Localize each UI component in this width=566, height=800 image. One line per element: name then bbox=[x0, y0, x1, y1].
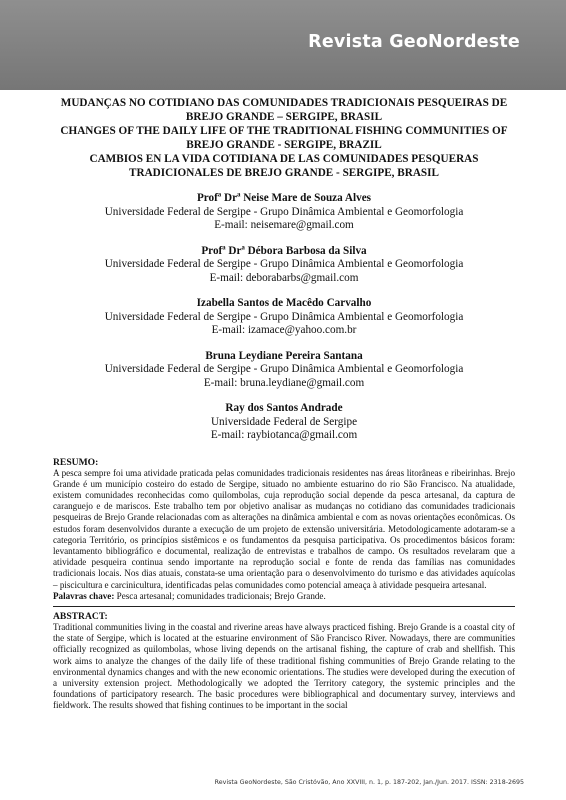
author-name: Ray dos Santos Andrade bbox=[225, 402, 343, 414]
title-english: CHANGES OF THE DAILY LIFE OF THE TRADITIONAL FISHING COMMUNITIES OF BREJO GRANDE - SERGIPE, BRAZIL bbox=[60, 125, 508, 151]
abstract-heading: ABSTRACT: bbox=[53, 610, 108, 622]
author-email: E-mail: neisemare@gmail.com bbox=[214, 219, 354, 231]
author-email: E-mail: izamace@yahoo.com.br bbox=[211, 324, 357, 336]
keywords-text: Pesca artesanal; comunidades tradicionais; Brejo Grande. bbox=[116, 590, 326, 601]
author-block bbox=[53, 297, 515, 338]
author-email: E-mail: deborabarbs@gmail.com bbox=[209, 271, 359, 284]
author-name: Profª Drª Neise Mare de Souza Alves bbox=[196, 192, 372, 204]
author-block bbox=[53, 350, 515, 391]
author-affiliation: Universidade Federal de Sergipe - Grupo Dinâmica Ambiental e Geomorfologia bbox=[104, 258, 464, 270]
author-affiliation: Universidade Federal de Sergipe - Grupo Dinâmica Ambiental e Geomorfologia bbox=[104, 205, 464, 218]
author-email: E-mail: bruna.leydiane@gmail.com bbox=[203, 376, 365, 389]
author-affiliation: Universidade Federal de Sergipe - Grupo Dinâmica Ambiental e Geomorfologia bbox=[104, 363, 464, 375]
author-name: Bruna Leydiane Pereira Santana bbox=[205, 349, 363, 362]
resumo-text: A pesca sempre foi uma atividade praticada pelas comunidades tradicionais residentes nas áreas litorâneas e ribeirinhas. Brejo Grande é um município costeiro do estado de Sergipe, situado no ambiente estuarino do rio São Francisco. Na atualidade, existem comunidades reconhecidas como quilombolas, cuja reprodução social depende da pesca artesanal, da captura de caranguejo e de mariscos. Este trabalho tem por objetivo analisar as mudanças no cotidiano das comunidades tradicionais pesqueiras de Brejo Grande relacionadas com as alterações na dinâmica ambiental e com as novas orientações econômicas. Os estudos foram desenvolvidos durante a execução de um projeto de extensão universitária. Metodologicamente adotaram-se a categoria Território, os princípios sistêmicos e os fundamentos da pesquisa participativa. Os procedimentos básicos foram: levantamento bibliográfico e documental, realização de entrevistas e trabalhos de campo. Os resultados revelaram que a atividade pesqueira continua sendo importante na reprodução social e fonte de renda das famílias nas comunidades tradicionais locais. Nos dias atuais, constata-se uma orientação para o desenvolvimento do turismo e das atividades aquícolas – piscicultura e carcinicultura, identificadas pelas comunidades como potencial ameaça à atividade pesqueira artesanal. bbox=[53, 467, 515, 590]
author-email: E-mail: raybiotanca@gmail.com bbox=[210, 429, 358, 441]
article-body bbox=[53, 96, 515, 712]
author-affiliation: Universidade Federal de Sergipe - Grupo Dinâmica Ambiental e Geomorfologia bbox=[104, 310, 464, 323]
keywords-label: Palavras chave: bbox=[53, 590, 115, 601]
title-spanish: CAMBIOS EN LA VIDA COTIDIANA DE LAS COMUNIDADES PESQUERAS TRADICIONALES DE BREJO GRANDE - SERGIPE, BRASIL bbox=[89, 153, 479, 179]
title-portuguese: MUDANÇAS NO COTIDIANO DAS COMUNIDADES TRADICIONAIS PESQUEIRAS DE BREJO GRANDE – SERGIPE, BRASIL bbox=[60, 97, 508, 123]
author-affiliation: Universidade Federal de Sergipe bbox=[210, 415, 358, 428]
author-block bbox=[53, 245, 515, 286]
author-name: Izabella Santos de Macêdo Carvalho bbox=[196, 297, 372, 309]
journal-banner bbox=[0, 0, 566, 90]
page-footer: Revista GeoNordeste, São Cristóvão, Ano XXVIII, n. 1, p. 187-202, Jan./Jun. 2017. ISSN: 2318-2695 bbox=[214, 779, 524, 786]
title-block bbox=[53, 96, 515, 180]
author-block bbox=[53, 402, 515, 443]
section-divider bbox=[53, 606, 515, 607]
resumo-heading: RESUMO: bbox=[53, 456, 99, 468]
author-name: Profª Drª Débora Barbosa da Silva bbox=[201, 244, 367, 257]
author-block bbox=[53, 192, 515, 233]
journal-title: Revista GeoNordeste bbox=[308, 32, 520, 52]
abstract-text: Traditional communities living in the coastal and riverine areas have always practiced fishing. Brejo Grande is a coastal city of the state of Sergipe, which is located at the estuarine environment of São Francisco River. Nowadays, there are communities officially recognized as quilombolas, whose living depends on the artisanal fishing, the capture of crab and shellfish. This work aims to analyze the changes of the daily life of these traditional fishing communities of Brejo Grande relating to the environmental dynamics changes and with the new economic orientations. The studies were developed during the execution of a university extension project. Methodologically we adopted the Territory category, the systemic principles and the foundations of participatory research. The basic procedures were bibliographical and documentary survey, interviews and fieldwork. The results showed that fishing continues to be important in the social bbox=[53, 621, 515, 711]
resumo-keywords bbox=[53, 591, 515, 602]
